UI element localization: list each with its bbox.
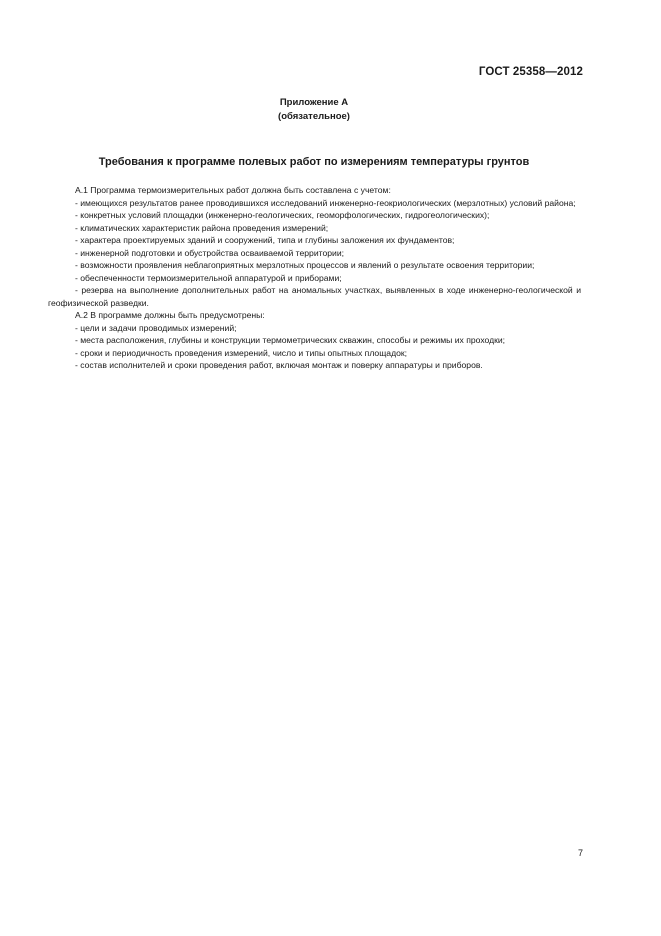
body-text <box>48 184 581 372</box>
appendix-status: (обязательное) <box>278 111 350 122</box>
paragraph-a2: А.2 В программе должны быть предусмотрены: <box>75 310 265 320</box>
list-item: - инженерной подготовки и обустройства осваиваемой территории; <box>75 247 345 258</box>
list-item: - цели и задачи проводимых измерений; <box>75 322 237 333</box>
list-item: - состав исполнителей и сроки проведения работ, включая монтаж и поверку аппаратуры и приборов. <box>75 360 483 370</box>
paragraph-a1: А.1 Программа термоизмерительных работ должна быть составлена с учетом: <box>75 185 391 195</box>
list-item: - сроки и периодичность проведения измерений, число и типы опытных площадок; <box>75 347 408 358</box>
section-title: Требования к программе полевых работ по измерениям температуры грунтов <box>98 156 530 168</box>
list-item: - обеспеченности термоизмерительной аппаратурой и приборами; <box>75 272 342 283</box>
list-item: - резерва на выполнение дополнительных работ на аномальных участках, выявленных в ходе инженерно-геологической и геофизической разведки. <box>48 285 581 308</box>
list-item: - характера проектируемых зданий и сооружений, типа и глубины заложения их фундаментов; <box>75 235 455 245</box>
list-item: - места расположения, глубины и конструкции термометрических скважин, способы и режимы их проходки; <box>75 335 506 345</box>
list-item: - имеющихся результатов ранее проводившихся исследований инженерно-геокриологических (мерзлотных) условий района; <box>75 197 576 208</box>
appendix-heading <box>0 96 628 124</box>
document-number: ГОСТ 25358—2012 <box>478 66 583 78</box>
appendix-label: Приложение А <box>279 97 349 108</box>
list-item: - конкретных условий площадки (инженерно-геологических, геоморфологических, гидрогеологических); <box>75 210 490 220</box>
list-item: - климатических характеристик района проведения измерений; <box>75 222 329 233</box>
list-item: - возможности проявления неблагоприятных мерзлотных процессов и явлений о результате освоения территории; <box>75 260 535 270</box>
page-number: 7 <box>577 848 583 858</box>
